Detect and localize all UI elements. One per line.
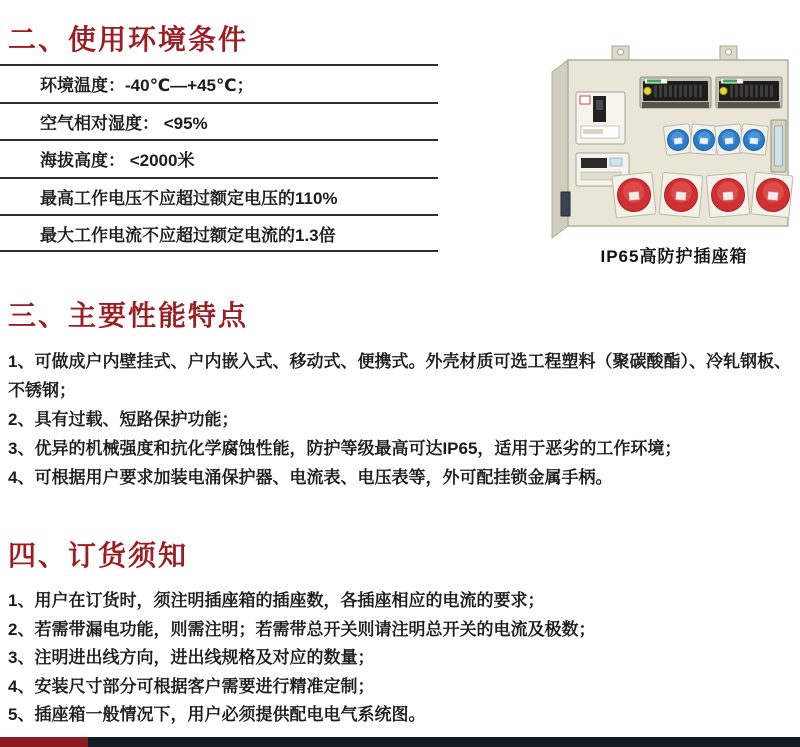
sight-glass-icon [771, 120, 786, 172]
page-footer-strip [0, 737, 800, 747]
feature-item: 1、可做成户内壁挂式、户内嵌入式、移动式、便携式。外壳材质可选工程塑料（聚碳酸酯）、冷轧钢板、不锈钢； [8, 352, 791, 400]
blue-socket-icon [690, 124, 718, 155]
env-row-altitude: 海拔高度： <2000米 [0, 139, 438, 177]
socket-box-illustration [548, 34, 800, 264]
red-socket-icon [751, 172, 793, 218]
env-row-max-voltage: 最高工作电压不应超过额定电压的110% [0, 177, 438, 215]
footer-red-accent [0, 737, 88, 747]
section-features-heading: 三、主要性能特点 [8, 300, 249, 331]
red-socket-icon [659, 172, 703, 217]
section-environment-heading: 二、使用环境条件 [8, 24, 249, 55]
ordering-item: 3、注明进出线方向，进出线规格及对应的数量； [8, 648, 375, 667]
feature-item: 4、可根据用户要求加装电涌保护器、电流表、电压表等，外可配挂锁金属手柄。 [8, 468, 613, 487]
blue-socket-icon [663, 124, 692, 156]
red-socket-icon [706, 172, 750, 217]
feature-item: 3、优异的机械强度和抗化学腐蚀性能，防护等级最高可达IP65，适用于恶劣的工作环境； [8, 439, 682, 458]
ordering-item: 1、用户在订货时，须注明插座箱的插座数，各插座相应的电流的要求； [8, 591, 545, 610]
red-socket-icon [612, 172, 656, 218]
ordering-item: 5、插座箱一般情况下，用户必须提供配电电气系统图。 [8, 705, 426, 724]
env-row-humidity: 空气相对湿度： <95% [0, 102, 438, 140]
product-image-socket-box [548, 34, 800, 264]
breaker-strip-icon [716, 77, 782, 108]
mounting-tab-icon [612, 46, 737, 61]
ordering-list [8, 587, 794, 730]
env-row-max-current: 最大工作电流不应超过额定电流的1.3倍 [0, 214, 438, 252]
ordering-item: 2、若需带漏电功能，则需注明；若需带总开关则请注明总开关的电流及极数； [8, 619, 596, 639]
blue-socket-icon [740, 124, 769, 156]
product-caption: IP65高防护插座箱 [600, 247, 748, 266]
cable-gland-icon [561, 192, 570, 216]
ordering-item: 4、安装尺寸部分可根据客户需要进行精准定制； [8, 676, 375, 696]
env-row-temperature: 环境温度：-40℃—+45℃； [0, 64, 438, 102]
breaker-strip-icon [640, 77, 711, 108]
feature-item: 2、具有过载、短路保护功能； [8, 410, 239, 429]
environment-conditions-table [0, 64, 438, 252]
energy-meter-icon [576, 92, 625, 144]
blue-socket-icon [715, 124, 744, 156]
footer-dark-bar [88, 737, 800, 747]
features-list [8, 347, 794, 492]
section-ordering-heading: 四、订货须知 [8, 540, 189, 571]
